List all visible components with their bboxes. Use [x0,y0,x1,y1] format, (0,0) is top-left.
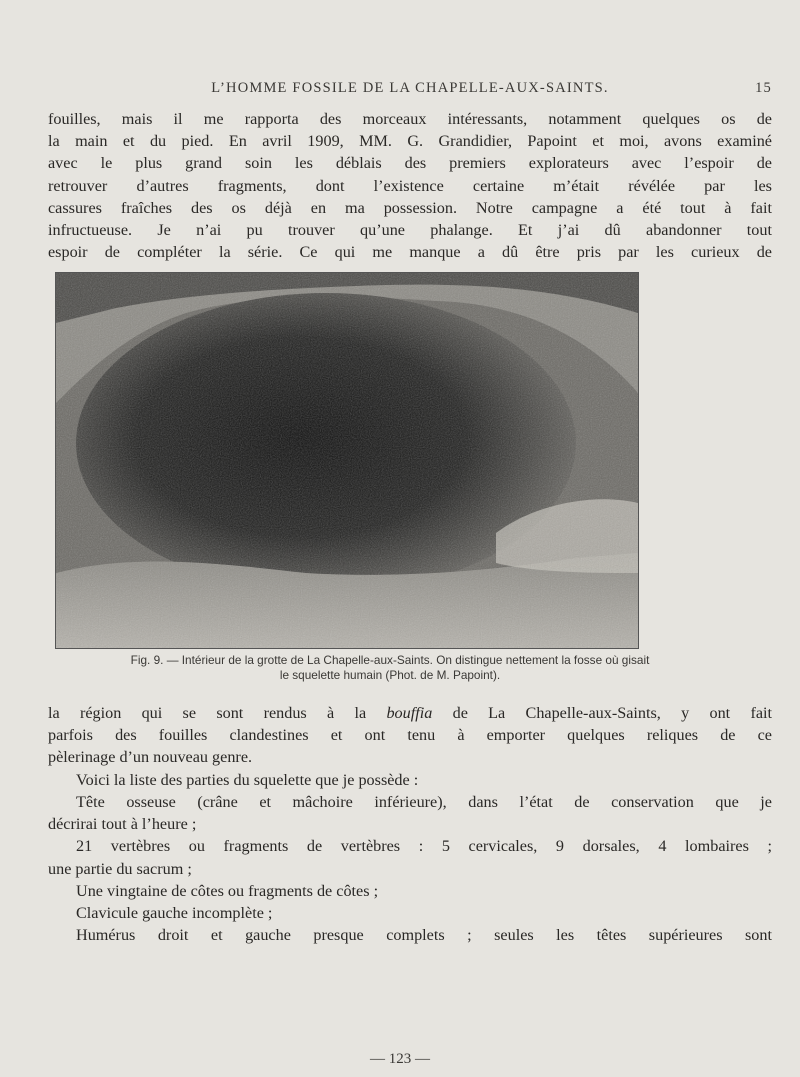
running-title: L’HOMME FOSSILE DE LA CHAPELLE-AUX-SAINTS. [211,80,609,96]
text-line: avec le plus grand soin les déblais des premiers explorateurs avec l’espoir de [48,154,772,173]
list-item-ribs: Une vingtaine de côtes ou fragments de côtes ; [76,881,379,900]
italic-word: bouffia [386,704,433,722]
text-line: espoir de compléter la série. Ce qui me manque a dû être pris par les curieux de [48,243,772,262]
text-line: Voici la liste des parties du squelette que je possède : [76,771,419,789]
text-line: retrouver d’autres fragments, dont l’existence certaine m’était révélée par les [48,176,772,195]
text-line: cassures fraîches des os déjà en ma possession. Notre campagne a été tout à fait [48,198,772,217]
list-item-vertebrae-continued: une partie du sacrum ; [48,859,192,878]
after-figure-paragraph [48,702,772,769]
text-line: la main et du pied. En avril 1909, MM. G. Grandidier, Papoint et moi, avons examiné [48,132,772,151]
text-line: infructueuse. Je n’ai pu trouver qu’une phalange. Et j’ai dû abandonner tout [48,221,772,240]
text-line: fouilles, mais il me rapporta des morceaux intéressants, notamment quelques os de [48,110,772,128]
list-item-humerus: Humérus droit et gauche presque complets ; seules les têtes supérieures sont [76,926,772,945]
text-line: pèlerinage d’un nouveau genre. [48,748,253,767]
caption-line: Fig. 9. — Intérieur de la grotte de La Chapelle-aux-Saints. On distingue nettement la fosse où gisait [130,653,650,667]
top-page-number: 15 [755,80,772,96]
list-item-vertebrae: 21 vertèbres ou fragments de vertèbres : 5 cervicales, 9 dorsales, 4 lombaires ; [76,837,772,856]
list-item-skull: Tête osseuse (crâne et mâchoire inférieure), dans l’état de conservation que je [76,793,772,811]
bone-list [48,791,772,946]
text-line: la région qui se sont rendus à la bouffia de La Chapelle-aux-Saints, y ont fait [48,704,773,722]
cave-interior-illustration [56,273,638,648]
list-item-skull-continued: décrirai tout à l’heure ; [48,815,197,834]
list-item-clavicle: Clavicule gauche incomplète ; [76,904,273,923]
cave-photograph [55,272,639,649]
list-intro [48,769,772,791]
text-line: parfois des fouilles clandestines et ont tenu à emporter quelques reliques de ce [48,726,772,745]
intro-paragraph [48,108,772,263]
caption-line: le squelette humain (Phot. de M. Papoint). [279,668,501,682]
bottom-page-number: — 123 — [370,1051,430,1067]
figure-caption [60,653,720,683]
